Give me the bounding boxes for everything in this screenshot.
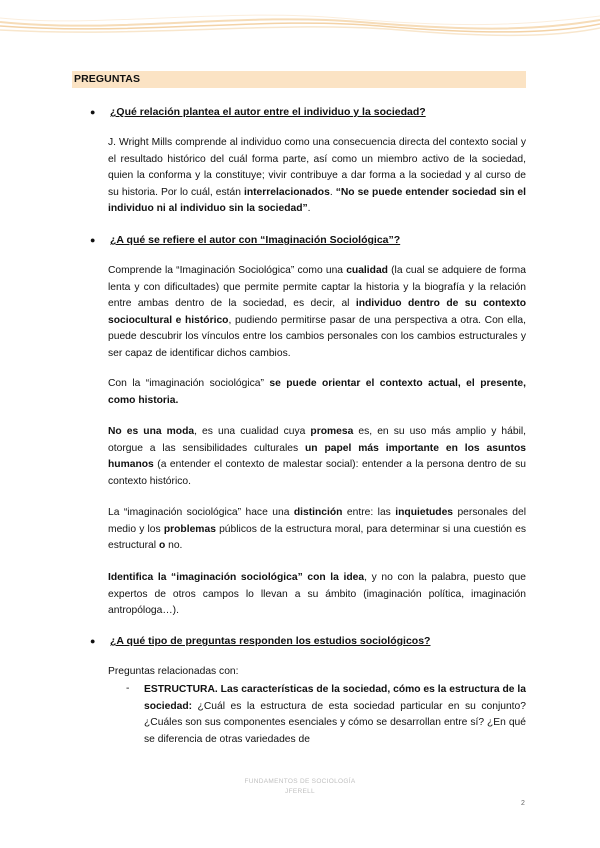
question-2-text: ¿A qué se refiere el autor con “Imaginación Sociológica”? <box>110 234 401 246</box>
section-title: PREGUNTAS <box>74 73 141 85</box>
question-2 <box>90 234 400 246</box>
bullet-icon: ● <box>90 636 96 646</box>
question-3-text: ¿A qué tipo de preguntas responden los estudios sociológicos? <box>110 635 431 647</box>
bullet-icon: ● <box>90 235 96 245</box>
q3-list-item-1: ESTRUCTURA. Las características de la sociedad, cómo es la estructura de la sociedad: ¿Cuál es la estructura de esta sociedad particular en su conjunto? ¿Cuáles son sus componentes esenciales y cómo se desarrollan entre sí? ¿En qué se diferencia de otras variedades de <box>144 684 526 745</box>
q1-paragraph-1: J. Wright Mills comprende al individuo como una consecuencia directa del contexto social y el resultado histórico del cuál forma parte, así como un miembro activo de la sociedad, quien la conforma y la constituye; vivir contribuye a dar forma a la sociedad y al curso de su historia. Por lo cuál, están interrelacionados. “No se puede entender sociedad sin el individuo ni al individuo sin la sociedad”. <box>108 137 526 215</box>
q2-paragraph-5: Identifica la “imaginación sociológica” con la idea, y no con la palabra, puesto que expertos de otros campos lo llevan a su ámbito (imaginación política, imaginación antropóloga…). <box>108 572 526 617</box>
footer-course: FUNDAMENTOS DE SOCIOLOGÍA <box>244 778 356 785</box>
question-1 <box>90 106 426 118</box>
bullet-icon: ● <box>90 107 96 117</box>
question-1-text: ¿Qué relación plantea el autor entre el individuo y la sociedad? <box>110 106 426 118</box>
q2-paragraph-4: La “imaginación sociológica” hace una distinción entre: las inquietudes personales del medio y los problemas públicos de la estructura moral, para determinar si una cuestión es estructural o no. <box>108 507 526 552</box>
q2-paragraph-2: Con la “imaginación sociológica” se puede orientar el contexto actual, el presente, como historia. <box>108 378 526 406</box>
q2-paragraph-3: No es una moda, es una cualidad cuya promesa es, en su uso más amplio y hábil, otorgue a las sensibilidades culturales un papel más importante en los asuntos humanos (a entender el contexto de malestar social): entender a la persona dentro de su contexto histórico. <box>108 426 527 487</box>
page-number: 2 <box>521 800 525 807</box>
list-dash: - <box>126 683 130 694</box>
q2-paragraph-1: Comprende la “Imaginación Sociológica” como una cualidad (la cual se adquiere de forma lenta y con dificultades) que permite permite captar la historia y la biografía y la relación entre ambas dentro de la sociedad, es decir, al individuo dentro de su contexto sociocultural e histórico, pudiendo permitirse pasar de una perspectiva a otra. Con ella, puede descubrir los vínculos entre los cambios personales con los cambios estructurales y ser capaz de identificar dichos cambios. <box>108 265 527 359</box>
question-3 <box>90 635 430 647</box>
decorative-waves-header <box>0 0 600 40</box>
footer-author: JFERELL <box>285 788 315 795</box>
section-header-bar <box>72 71 526 88</box>
q3-intro: Preguntas relacionadas con: <box>108 666 239 677</box>
